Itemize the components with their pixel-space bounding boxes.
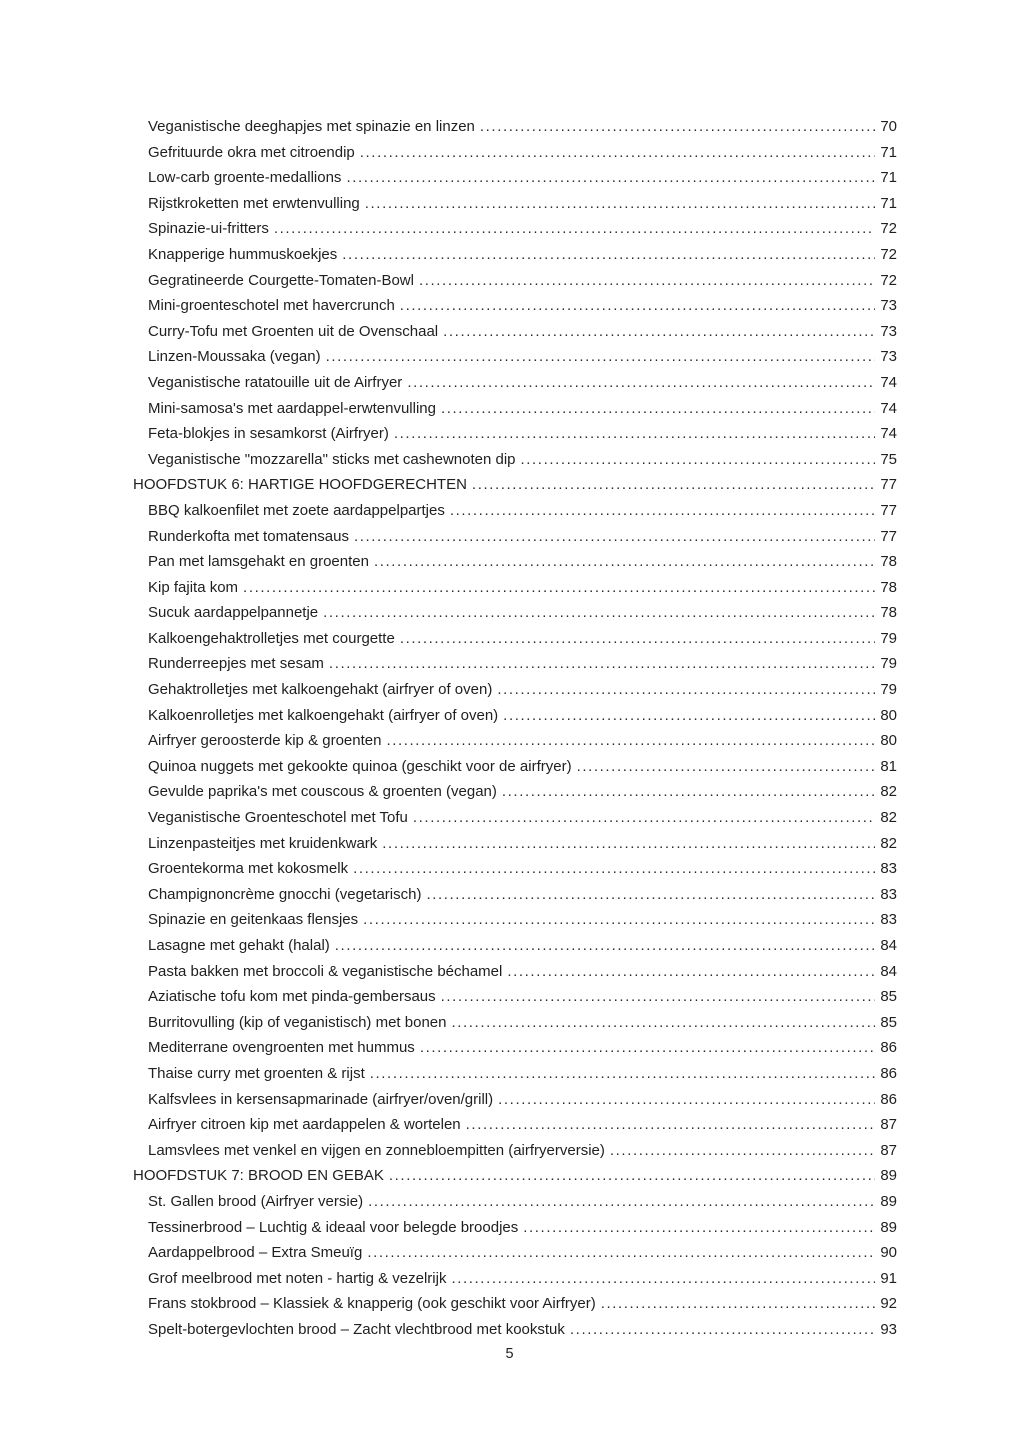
toc-entry-page: 73 bbox=[880, 348, 897, 366]
toc-entry-page: 86 bbox=[880, 1090, 897, 1108]
toc-entry-page: 77 bbox=[880, 501, 897, 519]
toc-entry[interactable] bbox=[133, 1189, 897, 1215]
toc-leader-dots bbox=[521, 447, 876, 473]
toc-entry-page: 79 bbox=[880, 655, 897, 673]
toc-entry-page: 87 bbox=[880, 1141, 897, 1159]
toc-leader-dots bbox=[363, 907, 875, 933]
toc-entry-label: Quinoa nuggets met gekookte quinoa (geschikt voor de airfryer) bbox=[148, 757, 572, 775]
toc-entry-label: Curry-Tofu met Groenten uit de Ovenschaal bbox=[148, 322, 439, 340]
toc-entry[interactable] bbox=[133, 728, 897, 754]
toc-entry[interactable] bbox=[133, 1035, 897, 1061]
toc-entry-page: 89 bbox=[880, 1167, 897, 1185]
toc-entry[interactable] bbox=[133, 1087, 897, 1113]
toc-entry-page: 91 bbox=[880, 1269, 897, 1287]
toc-leader-dots bbox=[451, 1266, 875, 1292]
toc-entry-page: 80 bbox=[880, 732, 897, 750]
toc-entry[interactable] bbox=[133, 754, 897, 780]
toc-entry[interactable] bbox=[133, 114, 897, 140]
toc-entry[interactable] bbox=[133, 268, 897, 294]
toc-entry[interactable] bbox=[133, 856, 897, 882]
toc-entry-page: 71 bbox=[880, 169, 897, 187]
toc-entry[interactable] bbox=[133, 1010, 897, 1036]
toc-entry-label: Low-carb groente-medallions bbox=[148, 169, 342, 187]
toc-entry-label: HOOFDSTUK 7: BROOD EN GEBAK bbox=[133, 1167, 384, 1185]
toc-entry-page: 82 bbox=[880, 834, 897, 852]
toc-leader-dots bbox=[323, 600, 875, 626]
toc-leader-dots bbox=[400, 293, 876, 319]
toc-entry-label: Linzenpasteitjes met kruidenkwark bbox=[148, 834, 378, 852]
toc-entry-label: Spelt-botergevlochten brood – Zacht vlechtbrood met kookstuk bbox=[148, 1320, 565, 1338]
toc-entry-label: Burritovulling (kip of veganistisch) met bonen bbox=[148, 1013, 447, 1031]
toc-leader-dots bbox=[419, 268, 875, 294]
toc-leader-dots bbox=[382, 831, 875, 857]
toc-entry[interactable] bbox=[133, 575, 897, 601]
toc-entry[interactable] bbox=[133, 165, 897, 191]
toc-leader-dots bbox=[353, 856, 875, 882]
toc-entry-page: 81 bbox=[880, 757, 897, 775]
toc-entry-label: Frans stokbrood – Klassiek & knapperig (ook geschikt voor Airfryer) bbox=[148, 1295, 596, 1313]
toc-entry[interactable] bbox=[133, 677, 897, 703]
toc-entry[interactable] bbox=[133, 472, 897, 498]
toc-entry[interactable] bbox=[133, 498, 897, 524]
toc-leader-dots bbox=[346, 165, 875, 191]
toc-entry-page: 72 bbox=[880, 245, 897, 263]
toc-leader-dots bbox=[413, 805, 875, 831]
page-number: 5 bbox=[505, 1346, 514, 1362]
table-of-contents bbox=[133, 114, 897, 1343]
toc-entry-label: Runderreepjes met sesam bbox=[148, 655, 324, 673]
toc-entry-label: Aardappelbrood – Extra Smeuïg bbox=[148, 1244, 363, 1262]
toc-entry-label: Kalkoenrolletjes met kalkoengehakt (airfryer of oven) bbox=[148, 706, 499, 724]
toc-entry-page: 72 bbox=[880, 271, 897, 289]
toc-entry-label: Mini-groenteschotel met havercrunch bbox=[148, 297, 395, 315]
toc-leader-dots bbox=[472, 472, 875, 498]
toc-leader-dots bbox=[407, 370, 875, 396]
toc-entry-page: 74 bbox=[880, 373, 897, 391]
toc-entry-label: Thaise curry met groenten & rijst bbox=[148, 1064, 365, 1082]
toc-entry[interactable] bbox=[133, 626, 897, 652]
toc-leader-dots bbox=[577, 754, 876, 780]
toc-entry-page: 73 bbox=[880, 297, 897, 315]
toc-entry[interactable] bbox=[133, 831, 897, 857]
toc-entry-page: 82 bbox=[880, 783, 897, 801]
toc-entry-page: 73 bbox=[880, 322, 897, 340]
toc-leader-dots bbox=[386, 728, 875, 754]
toc-entry-page: 77 bbox=[880, 527, 897, 545]
toc-entry[interactable] bbox=[133, 549, 897, 575]
toc-entry[interactable] bbox=[133, 651, 897, 677]
toc-leader-dots bbox=[426, 882, 875, 908]
toc-leader-dots bbox=[360, 140, 876, 166]
toc-entry-label: HOOFDSTUK 6: HARTIGE HOOFDGERECHTEN bbox=[133, 476, 467, 494]
toc-leader-dots bbox=[335, 933, 876, 959]
toc-entry[interactable] bbox=[133, 524, 897, 550]
toc-entry-page: 70 bbox=[880, 118, 897, 135]
toc-entry-page: 71 bbox=[880, 194, 897, 212]
toc-leader-dots bbox=[400, 626, 876, 652]
toc-entry-page: 83 bbox=[880, 885, 897, 903]
toc-entry-page: 83 bbox=[880, 860, 897, 878]
toc-entry-page: 89 bbox=[880, 1192, 897, 1210]
toc-leader-dots bbox=[370, 1061, 876, 1087]
toc-leader-dots bbox=[365, 191, 876, 217]
toc-leader-dots bbox=[326, 344, 876, 370]
toc-entry-label: Mini-samosa's met aardappel-erwtenvulling bbox=[148, 399, 436, 417]
toc-entry-page: 79 bbox=[880, 629, 897, 647]
toc-entry[interactable] bbox=[133, 447, 897, 473]
toc-entry[interactable] bbox=[133, 396, 897, 422]
toc-entry-page: 93 bbox=[880, 1320, 897, 1338]
toc-entry[interactable] bbox=[133, 1163, 897, 1189]
toc-entry[interactable] bbox=[133, 1240, 897, 1266]
toc-entry[interactable] bbox=[133, 216, 897, 242]
toc-leader-dots bbox=[523, 1215, 875, 1241]
toc-entry-page: 82 bbox=[880, 809, 897, 827]
toc-entry-label: Pasta bakken met broccoli & veganistische béchamel bbox=[148, 962, 503, 980]
toc-entry-label: Grof meelbrood met noten - hartig & vezelrijk bbox=[148, 1269, 447, 1287]
toc-entry-label: Knapperige hummuskoekjes bbox=[148, 245, 338, 263]
toc-leader-dots bbox=[502, 779, 875, 805]
toc-entry[interactable] bbox=[133, 293, 897, 319]
toc-leader-dots bbox=[443, 319, 875, 345]
toc-entry-label: Gefrituurde okra met citroendip bbox=[148, 143, 355, 161]
toc-entry-label: Kip fajita kom bbox=[148, 578, 239, 596]
toc-entry[interactable] bbox=[133, 140, 897, 166]
toc-entry[interactable] bbox=[133, 1112, 897, 1138]
toc-entry-label: Airfryer citroen kip met aardappelen & wortelen bbox=[148, 1116, 461, 1134]
toc-entry[interactable] bbox=[133, 1215, 897, 1241]
toc-entry-label: Champignoncrème gnocchi (vegetarisch) bbox=[148, 885, 422, 903]
toc-entry-page: 72 bbox=[880, 220, 897, 238]
toc-leader-dots bbox=[243, 575, 875, 601]
toc-entry-label: Spinazie-ui-fritters bbox=[148, 220, 269, 238]
toc-entry-page: 86 bbox=[880, 1064, 897, 1082]
toc-leader-dots bbox=[450, 498, 875, 524]
toc-entry-label: Veganistische Groenteschotel met Tofu bbox=[148, 809, 408, 827]
toc-entry-page: 90 bbox=[880, 1244, 897, 1262]
toc-entry[interactable] bbox=[133, 319, 897, 345]
toc-leader-dots bbox=[466, 1112, 876, 1138]
toc-leader-dots bbox=[374, 549, 875, 575]
toc-entry[interactable] bbox=[133, 959, 897, 985]
toc-entry[interactable] bbox=[133, 882, 897, 908]
toc-entry-label: Tessinerbrood – Luchtig & ideaal voor belegde broodjes bbox=[148, 1218, 519, 1236]
toc-leader-dots bbox=[441, 396, 875, 422]
toc-entry[interactable] bbox=[133, 1138, 897, 1164]
toc-entry[interactable] bbox=[133, 600, 897, 626]
toc-entry-label: Gevulde paprika's met couscous & groenten (vegan) bbox=[148, 783, 497, 801]
toc-entry-label: Sucuk aardappelpannetje bbox=[148, 604, 319, 622]
toc-entry-page: 75 bbox=[880, 450, 897, 468]
toc-entry-label: St. Gallen brood (Airfryer versie) bbox=[148, 1192, 364, 1210]
toc-entry-label: Groentekorma met kokosmelk bbox=[148, 860, 349, 878]
toc-entry-label: BBQ kalkoenfilet met zoete aardappelpartjes bbox=[148, 501, 445, 519]
toc-entry-label: Veganistische ratatouille uit de Airfryer bbox=[148, 373, 403, 391]
toc-entry-page: 84 bbox=[880, 962, 897, 980]
toc-entry-page: 83 bbox=[880, 911, 897, 929]
toc-entry-label: Gegratineerde Courgette-Tomaten-Bowl bbox=[148, 271, 414, 289]
toc-entry-label: Lasagne met gehakt (halal) bbox=[148, 937, 330, 954]
toc-entry[interactable] bbox=[133, 191, 897, 217]
toc-entry-page: 85 bbox=[880, 988, 897, 1006]
toc-leader-dots bbox=[498, 1087, 875, 1113]
toc-entry[interactable] bbox=[133, 1061, 897, 1087]
toc-entry[interactable] bbox=[133, 984, 897, 1010]
toc-entry-page: 80 bbox=[880, 706, 897, 724]
toc-entry[interactable] bbox=[133, 370, 897, 396]
toc-entry[interactable] bbox=[133, 933, 897, 959]
toc-leader-dots bbox=[601, 1291, 876, 1317]
toc-entry-label: Airfryer geroosterde kip & groenten bbox=[148, 732, 382, 750]
toc-entry-label: Kalfsvlees in kersensapmarinade (airfryer/oven/grill) bbox=[148, 1090, 494, 1108]
toc-entry-page: 74 bbox=[880, 425, 897, 443]
toc-entry-page: 89 bbox=[880, 1218, 897, 1236]
toc-entry[interactable] bbox=[133, 344, 897, 370]
toc-entry[interactable] bbox=[133, 703, 897, 729]
toc-entry-page: 74 bbox=[880, 399, 897, 417]
toc-entry-label: Rijstkroketten met erwtenvulling bbox=[148, 194, 360, 212]
toc-entry-page: 77 bbox=[880, 476, 897, 494]
toc-leader-dots bbox=[394, 421, 875, 447]
toc-entry-label: Veganistische deeghapjes met spinazie en linzen bbox=[148, 118, 475, 135]
toc-leader-dots bbox=[441, 984, 876, 1010]
toc-entry-page: 84 bbox=[880, 937, 897, 954]
toc-entry-page: 85 bbox=[880, 1013, 897, 1031]
toc-entry-page: 78 bbox=[880, 604, 897, 622]
toc-entry-label: Kalkoengehaktrolletjes met courgette bbox=[148, 629, 395, 647]
toc-entry-page: 86 bbox=[880, 1039, 897, 1057]
toc-entry-label: Aziatische tofu kom met pinda-gembersaus bbox=[148, 988, 436, 1006]
toc-leader-dots bbox=[420, 1035, 876, 1061]
toc-entry[interactable] bbox=[133, 1317, 897, 1343]
toc-entry-page: 92 bbox=[880, 1295, 897, 1313]
toc-leader-dots bbox=[354, 524, 875, 550]
toc-leader-dots bbox=[507, 959, 875, 985]
toc-entry-page: 87 bbox=[880, 1116, 897, 1134]
toc-leader-dots bbox=[367, 1240, 875, 1266]
toc-entry-label: Spinazie en geitenkaas flensjes bbox=[148, 911, 359, 929]
toc-entry-page: 79 bbox=[880, 681, 897, 699]
toc-entry-label: Feta-blokjes in sesamkorst (Airfryer) bbox=[148, 425, 389, 443]
toc-leader-dots bbox=[451, 1010, 875, 1036]
toc-entry[interactable] bbox=[133, 779, 897, 805]
toc-entry[interactable] bbox=[133, 242, 897, 268]
toc-entry-label: Runderkofta met tomatensaus bbox=[148, 527, 349, 545]
toc-entry-page: 78 bbox=[880, 553, 897, 571]
toc-entry-label: Veganistische "mozzarella" sticks met cashewnoten dip bbox=[148, 450, 516, 468]
toc-leader-dots bbox=[274, 216, 875, 242]
toc-leader-dots bbox=[329, 651, 875, 677]
toc-entry-label: Gehaktrolletjes met kalkoengehakt (airfryer of oven) bbox=[148, 681, 493, 699]
toc-entry-page: 71 bbox=[880, 143, 897, 161]
toc-entry-label: Pan met lamsgehakt en groenten bbox=[148, 553, 369, 571]
toc-leader-dots bbox=[570, 1317, 875, 1343]
toc-leader-dots bbox=[480, 114, 875, 140]
toc-entry[interactable] bbox=[133, 421, 897, 447]
toc-entry[interactable] bbox=[133, 907, 897, 933]
toc-entry[interactable] bbox=[133, 1266, 897, 1292]
toc-entry-label: Lamsvlees met venkel en vijgen en zonnebloempitten (airfryerversie) bbox=[148, 1141, 605, 1159]
toc-leader-dots bbox=[389, 1163, 875, 1189]
toc-leader-dots bbox=[503, 703, 875, 729]
toc-leader-dots bbox=[342, 242, 875, 268]
toc-entry-label: Linzen-Moussaka (vegan) bbox=[148, 348, 321, 366]
toc-entry[interactable] bbox=[133, 805, 897, 831]
toc-leader-dots bbox=[497, 677, 875, 703]
toc-entry[interactable] bbox=[133, 1291, 897, 1317]
toc-leader-dots bbox=[610, 1138, 875, 1164]
toc-leader-dots bbox=[368, 1189, 875, 1215]
toc-entry-label: Mediterrane ovengroenten met hummus bbox=[148, 1039, 415, 1057]
toc-entry-page: 78 bbox=[880, 578, 897, 596]
